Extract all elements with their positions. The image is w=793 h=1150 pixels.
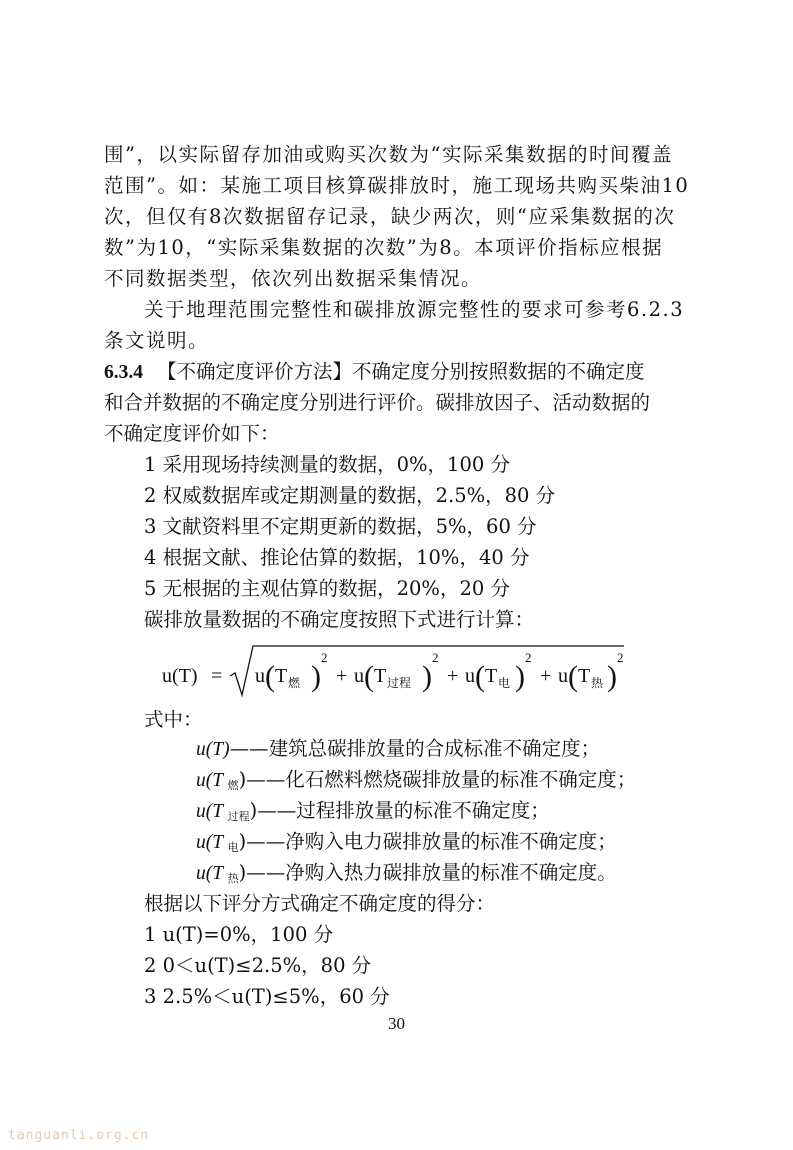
section-number: 6.3.4 [104, 362, 143, 383]
formula-paren: ) [607, 660, 617, 693]
list-item: 5 无根据的主观估算的数据，20%，20 分 [144, 577, 510, 600]
def-symbol: u(T [196, 801, 228, 822]
section-heading-line [104, 357, 645, 388]
text-line: 不确定度评价如下： [104, 422, 280, 445]
formula-paren: ( [475, 660, 485, 693]
formula-paren: ) [311, 660, 321, 693]
list-item: 2 权威数据库或定期测量的数据，2.5%，80 分 [144, 484, 556, 507]
text-line: 范围”。如：某施工项目核算碳排放时，施工现场共购买柴油10 [104, 174, 690, 197]
formula-u: u [465, 665, 475, 687]
def-symbol: u(T [196, 863, 228, 884]
def-subscript: 电 [227, 841, 239, 854]
watermark: tanguanli.org.cn [8, 1128, 150, 1143]
list-item: 4 根据文献、推论估算的数据，10%，40 分 [144, 546, 530, 569]
formula-exp: 2 [321, 650, 328, 665]
def-subscript: 燃 [227, 779, 239, 792]
def-symbol: u(T [196, 770, 228, 791]
formula-paren: ( [364, 660, 374, 693]
def-subscript: 热 [227, 872, 239, 885]
def-text: )——过程排放量的标准不确定度； [249, 799, 550, 822]
text-line: 条文说明。 [104, 329, 210, 352]
formula-paren: ( [568, 660, 578, 693]
formula-sub: 热 [591, 676, 604, 690]
def-symbol: u(T [196, 832, 228, 853]
formula-sub: 电 [498, 676, 511, 690]
section-text: 【不确定度评价方法】不确定度分别按照数据的不确定度 [157, 360, 645, 383]
list-item: 1 u(T)=0%，100 分 [144, 923, 334, 946]
text-line: 次，但仅有8次数据留存记录，缺少两次，则“应采集数据的次 [104, 205, 676, 228]
formula-equals: = [211, 665, 223, 687]
formula-u: u [558, 665, 568, 687]
formula-plus: + [540, 665, 552, 687]
list-item: 2 0＜u(T)≤2.5%，80 分 [144, 954, 372, 977]
def-subscript: 过程 [227, 810, 250, 823]
formula-t: T [485, 665, 498, 687]
formula-u: u [255, 665, 265, 687]
formula-plus: + [336, 665, 348, 687]
def-text: )——化石燃料燃烧碳排放量的标准不确定度； [238, 768, 637, 791]
formula-sub: 过程 [387, 676, 412, 690]
text-line: 不同数据类型，依次列出数据采集情况。 [104, 267, 483, 290]
text-line: 碳排放量数据的不确定度按照下式进行计算： [144, 608, 535, 631]
list-item: 3 2.5%＜u(T)≤5%，60 分 [144, 985, 390, 1008]
text-line: 数”为10，“实际采集数据的次数”为8。本项评价指标应根据 [104, 236, 664, 259]
formula-u: u [354, 665, 364, 687]
formula-t: T [275, 665, 288, 687]
formula-lhs: u(T) [162, 665, 198, 687]
text-line: 根据以下评分方式确定不确定度的得分： [144, 892, 496, 915]
formula-t: T [578, 665, 591, 687]
text-line: 关于地理范围完整性和碳排放源完整性的要求可参考6.2.3 [144, 298, 685, 321]
text-line: 和合并数据的不确定度分别进行评价。碳排放因子、活动数据的 [104, 391, 651, 414]
formula-exp: 2 [617, 650, 624, 665]
list-item: 1 采用现场持续测量的数据，0%，100 分 [144, 453, 510, 476]
text-line: 式中： [144, 708, 203, 731]
def-symbol: u(T) [196, 739, 230, 760]
def-text: )——净购入热力碳排放量的标准不确定度。 [238, 861, 617, 884]
formula-exp: 2 [432, 650, 439, 665]
list-item: 3 文献资料里不定期更新的数据，5%，60 分 [144, 515, 537, 538]
formula-sub: 燃 [288, 676, 301, 690]
formula-paren: ( [265, 660, 275, 693]
def-text: ——建筑总碳排放量的合成标准不确定度； [229, 737, 601, 760]
def-text: )——净购入电力碳排放量的标准不确定度； [238, 830, 617, 853]
formula-exp: 2 [525, 650, 532, 665]
page-number: 30 [388, 1014, 405, 1033]
formula-plus: + [447, 665, 459, 687]
text-line: 围”，以实际留存加油或购买次数为“实际采集数据的时间覆盖 [104, 143, 673, 166]
formula-paren: ) [422, 660, 432, 693]
formula-paren: ) [515, 660, 525, 693]
formula-t: T [374, 665, 387, 687]
uncertainty-formula [162, 640, 632, 700]
